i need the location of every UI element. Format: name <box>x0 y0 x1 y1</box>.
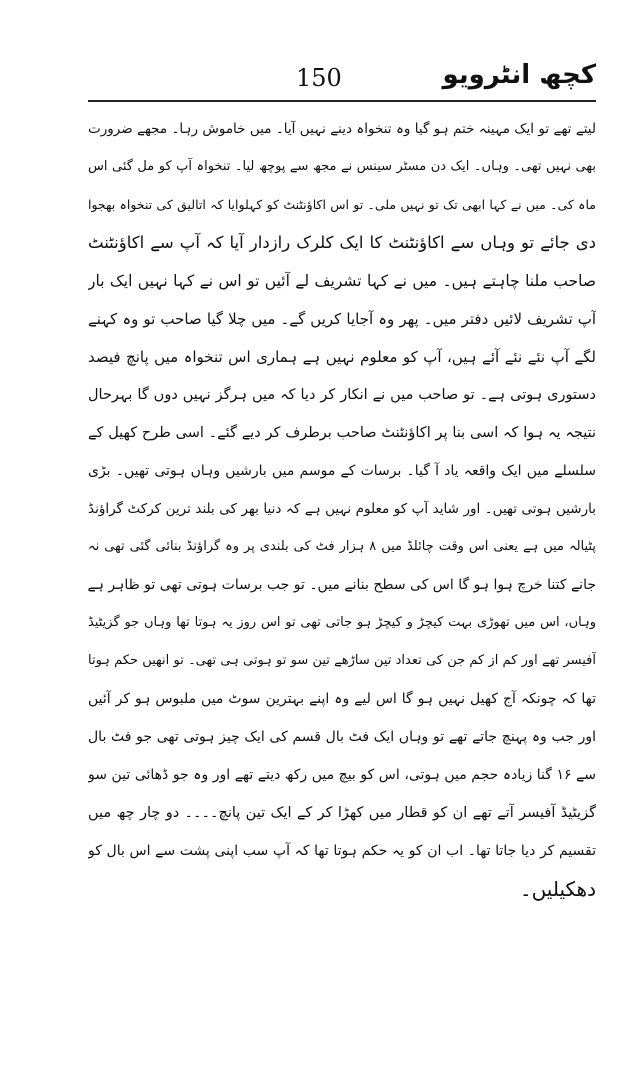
text-line: ماہ کی۔ میں نے کہا ابھی تک تو نہیں ملی۔ تو اس اکاؤنٹنٹ کو کہلوایا کہ اتالیق کی تنخواہ بھجوا <box>88 197 596 212</box>
body-text <box>88 110 596 1040</box>
text-line: وہاں، اس میں تھوڑی بہت کیچڑ و کیچڑ ہو جاتی تھی تو اس روز یہ ہوتا تھا وہاں جو گزیٹیڈ <box>88 615 596 630</box>
page-header <box>88 58 596 98</box>
text-line: سلسلے میں ایک واقعہ یاد آ گیا۔ برسات کے موسم میں بارشیں وہاں ہوتی تھیں۔ بڑی <box>88 463 596 479</box>
text-line: بھی نہیں تھی۔ وہاں۔ ایک دن مسٹر سینس نے مجھ سے پوچھ لیا۔ تنخواہ آپ کو مل گئی اس <box>88 159 596 174</box>
book-title: کچھ انٹرویو <box>442 60 596 90</box>
text-line: جانے کتنا خرچ ہوا ہو گا اس کی سطح بنانے میں۔ تو جب برسات ہوتی تھی تو ظاہر ہے <box>88 577 596 593</box>
text-line: سے ۱۶ گنا زیادہ حجم میں ہوتی، اس کو بیچ میں رکھ دیتے تھے اور وہ جو ڈھائی تین سو <box>88 767 596 783</box>
text-line: صاحب ملنا چاہتے ہیں۔ میں نے کہا تشریف لے آئیں تو اس نے کہا نہیں ایک بار <box>88 272 596 290</box>
header-divider <box>88 100 596 102</box>
text-line: لگے آپ نئے نئے آئے ہیں، آپ کو معلوم نہیں ہے ہماری اس تنخواہ میں پانچ فیصد <box>88 348 596 366</box>
text-line: گزیٹیڈ آفیسر آتے تھے ان کو قطار میں کھڑا کر کے ایک تین پانچ۔۔۔۔ دو چار چھ میں <box>88 805 596 821</box>
text-line: اور جب وہ پہنچ جاتے تھے تو وہاں ایک فٹ بال قسم کی ایک چیز ہوتی تھی جو فٹ بال <box>88 729 596 745</box>
text-line: دستوری ہوتی ہے۔ تو صاحب میں نے انکار کر دیا کہ میں ہرگز نہیں دوں گا بہرحال <box>88 387 596 403</box>
text-line: لیتے تھے تو ایک مہینہ ختم ہو گیا وہ تنخواہ دینے نہیں آیا۔ میں خاموش رہا۔ مجھے ضرورت <box>88 121 596 137</box>
text-line: نتیجہ یہ ہوا کہ اسی بنا پر اکاؤنٹنٹ صاحب برطرف کر دیے گئے۔ اسی طرح کھیل کے <box>88 425 596 441</box>
text-line: آفیسر تھے اور کم از کم جن کی تعداد تین ساڑھے تین سو تو ہوتی ہی تھی۔ تو انھیں حکم ہوتا <box>88 653 596 668</box>
text-line: تقسیم کر دیا جاتا تھا۔ اب ان کو یہ حکم ہوتا تھا کہ آپ سب اپنی پشت سے اس بال کو <box>88 843 596 859</box>
text-line: پٹیالہ میں ہے یعنی اس وقت چائلڈ میں ۸ ہزار فٹ کی بلندی پر وہ گراؤنڈ بنائی گئی تھی نہ <box>88 539 596 554</box>
text-line: دھکیلیں۔ <box>519 877 596 901</box>
text-line: تھا کہ چونکہ آج کھیل نہیں ہو گا اس لیے وہ اپنے بہترین سوٹ میں ملبوس ہو کر آئیں <box>88 691 596 707</box>
text-line: دی جائے تو وہاں سے اکاؤنٹنٹ کا ایک کلرک رازدار آیا کہ آپ سے اکاؤنٹنٹ <box>88 233 596 252</box>
text-line: بارشیں ہوتی تھیں۔ اور شاید آپ کو معلوم نہیں ہے کہ دنیا بھر کی بلند ترین کرکٹ گراؤنڈ <box>88 501 596 517</box>
page-number: 150 <box>296 64 342 92</box>
text-line: آپ تشریف لائیں دفتر میں۔ پھر وہ آجایا کریں گے۔ میں چلا گیا صاحب تو وہ کہنے <box>88 310 596 328</box>
